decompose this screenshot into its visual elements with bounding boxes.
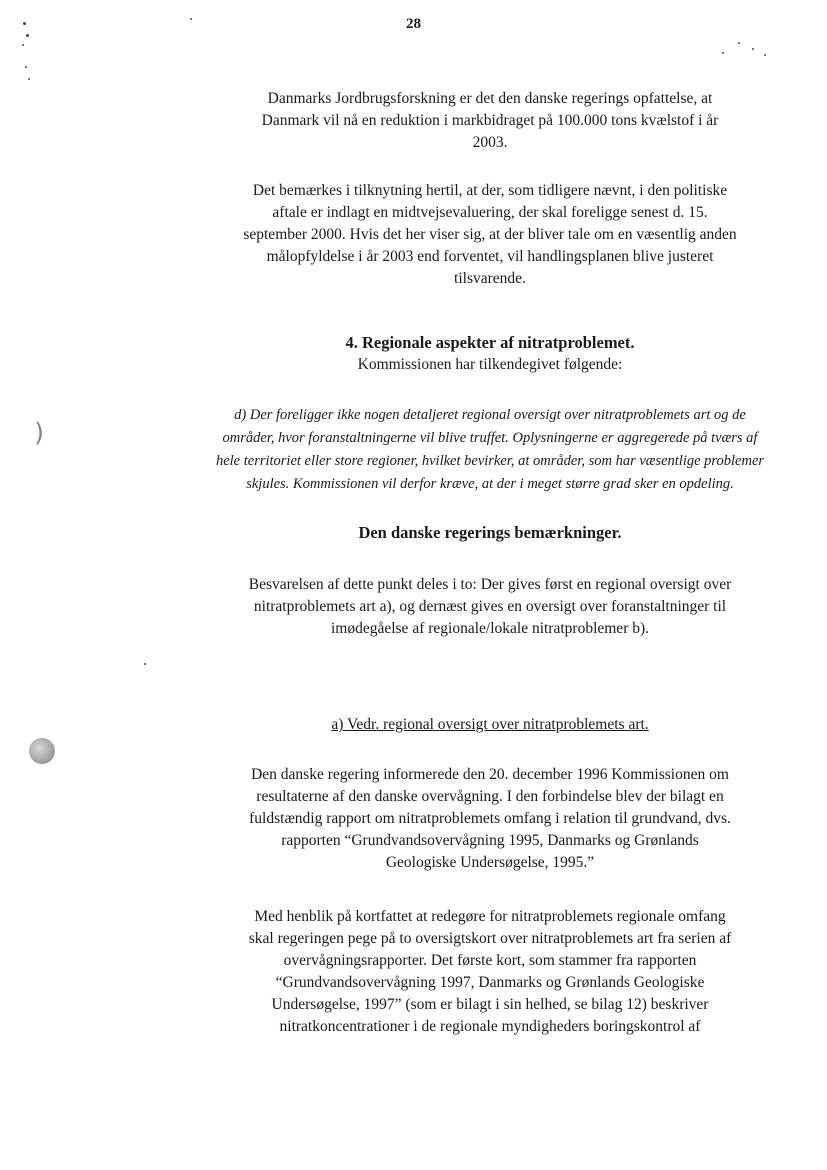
- text-line: nitratkoncentrationer i de regionale myndigheders boringskontrol af: [279, 1018, 701, 1035]
- commission-quote: [160, 404, 820, 496]
- text-line: Med henblik på kortfattet at redegøre for nitratproblemets regionale omfang: [254, 908, 726, 925]
- text-line: fuldstændig rapport om nitratproblemets omfang i relation til grundvand, dvs.: [249, 810, 731, 827]
- text-line: skal regeringen pege på to oversigtskort over nitratproblemets art fra serien af: [248, 930, 732, 947]
- subheading-a: a) Vedr. regional oversigt over nitratproblemets art.: [331, 716, 649, 733]
- scan-speck: [738, 42, 740, 44]
- scan-speck: [22, 44, 24, 46]
- text-line: tilsvarende.: [454, 270, 526, 287]
- scan-speck: [23, 22, 26, 25]
- scan-speck: [752, 48, 754, 50]
- text-line: resultaterne af den danske overvågning. I den forbindelse blev der bilagt en: [256, 788, 724, 805]
- remarks-heading: Den danske regerings bemærkninger.: [358, 523, 622, 542]
- scan-speck: [764, 54, 766, 56]
- text-line: september 2000. Hvis det her viser sig, at der bliver tale om en væsentlig anden: [243, 226, 737, 243]
- scan-speck: [190, 18, 192, 20]
- text-line: aftale er indlagt en midtvejsevaluering, der skal foreligge senest d. 15.: [272, 204, 708, 221]
- quote-line: d) Der foreligger ikke nogen detaljeret regional oversigt over nitratproblemets art og de: [234, 407, 746, 423]
- margin-bracket-mark: ): [34, 418, 45, 448]
- text-line: “Grundvandsovervågning 1997, Danmarks og Grønlands Geologiske: [275, 974, 705, 991]
- text-line: overvågningsrapporter. Det første kort, som stammer fra rapporten: [283, 952, 697, 969]
- page-number: 28: [406, 16, 421, 32]
- text-line: imødegåelse af regionale/lokale nitratproblemer b).: [330, 620, 650, 637]
- paragraph-2: [160, 180, 820, 290]
- section-heading: 4. Regionale aspekter af nitratproblemet.: [345, 333, 635, 352]
- text-line: Den danske regering informerede den 20. december 1996 Kommissionen om: [251, 766, 729, 783]
- text-line: Geologiske Undersøgelse, 1995.”: [385, 854, 595, 871]
- quote-line: hele territoriet eller store regioner, hvilket bevirker, at områder, som har væsentlige problemer: [215, 453, 765, 469]
- quote-line: skjules. Kommissionen vil derfor kræve, at der i meget større grad sker en opdeling.: [246, 476, 734, 492]
- text-line: 2003.: [472, 134, 508, 151]
- quote-line: områder, hvor foranstaltningerne vil blive truffet. Oplysningerne er aggregerede på tværs af: [222, 430, 758, 446]
- text-line: målopfyldelse i år 2003 end forventet, vil handlingsplanen blive justeret: [266, 248, 714, 265]
- text-line: nitratproblemets art a), og dernæst gives en oversigt over foranstaltninger til: [253, 598, 727, 615]
- scan-speck: [28, 78, 30, 80]
- section-heading-block: [160, 332, 820, 376]
- text-line: Besvarelsen af dette punkt deles i to: Der gives først en regional oversigt over: [248, 576, 732, 593]
- text-line: rapporten “Grundvandsovervågning 1995, Danmarks og Grønlands: [281, 832, 699, 849]
- scan-speck: [144, 663, 146, 665]
- remarks-heading-block: [160, 522, 820, 544]
- text-line: Danmarks Jordbrugsforskning er det den danske regerings opfattelse, at: [267, 90, 713, 107]
- paragraph-5: [160, 906, 820, 1038]
- paragraph-4: [160, 764, 820, 874]
- text-line: Det bemærkes i tilknytning hertil, at der, som tidligere nævnt, i den politiske: [252, 182, 728, 199]
- paragraph-3: [160, 574, 820, 640]
- section-intro: Kommissionen har tilkendegivet følgende:: [357, 356, 623, 373]
- scan-speck: [26, 34, 29, 37]
- paragraph-1: [160, 88, 820, 154]
- scan-speck: [722, 52, 724, 54]
- text-line: Undersøgelse, 1997” (som er bilagt i sin helhed, se bilag 12) beskriver: [271, 996, 709, 1013]
- punch-hole: [29, 738, 55, 764]
- text-line: Danmark vil nå en reduktion i markbidraget på 100.000 tons kvælstof i år: [261, 112, 719, 129]
- scan-speck: [25, 66, 27, 68]
- subheading-a-block: [160, 714, 820, 736]
